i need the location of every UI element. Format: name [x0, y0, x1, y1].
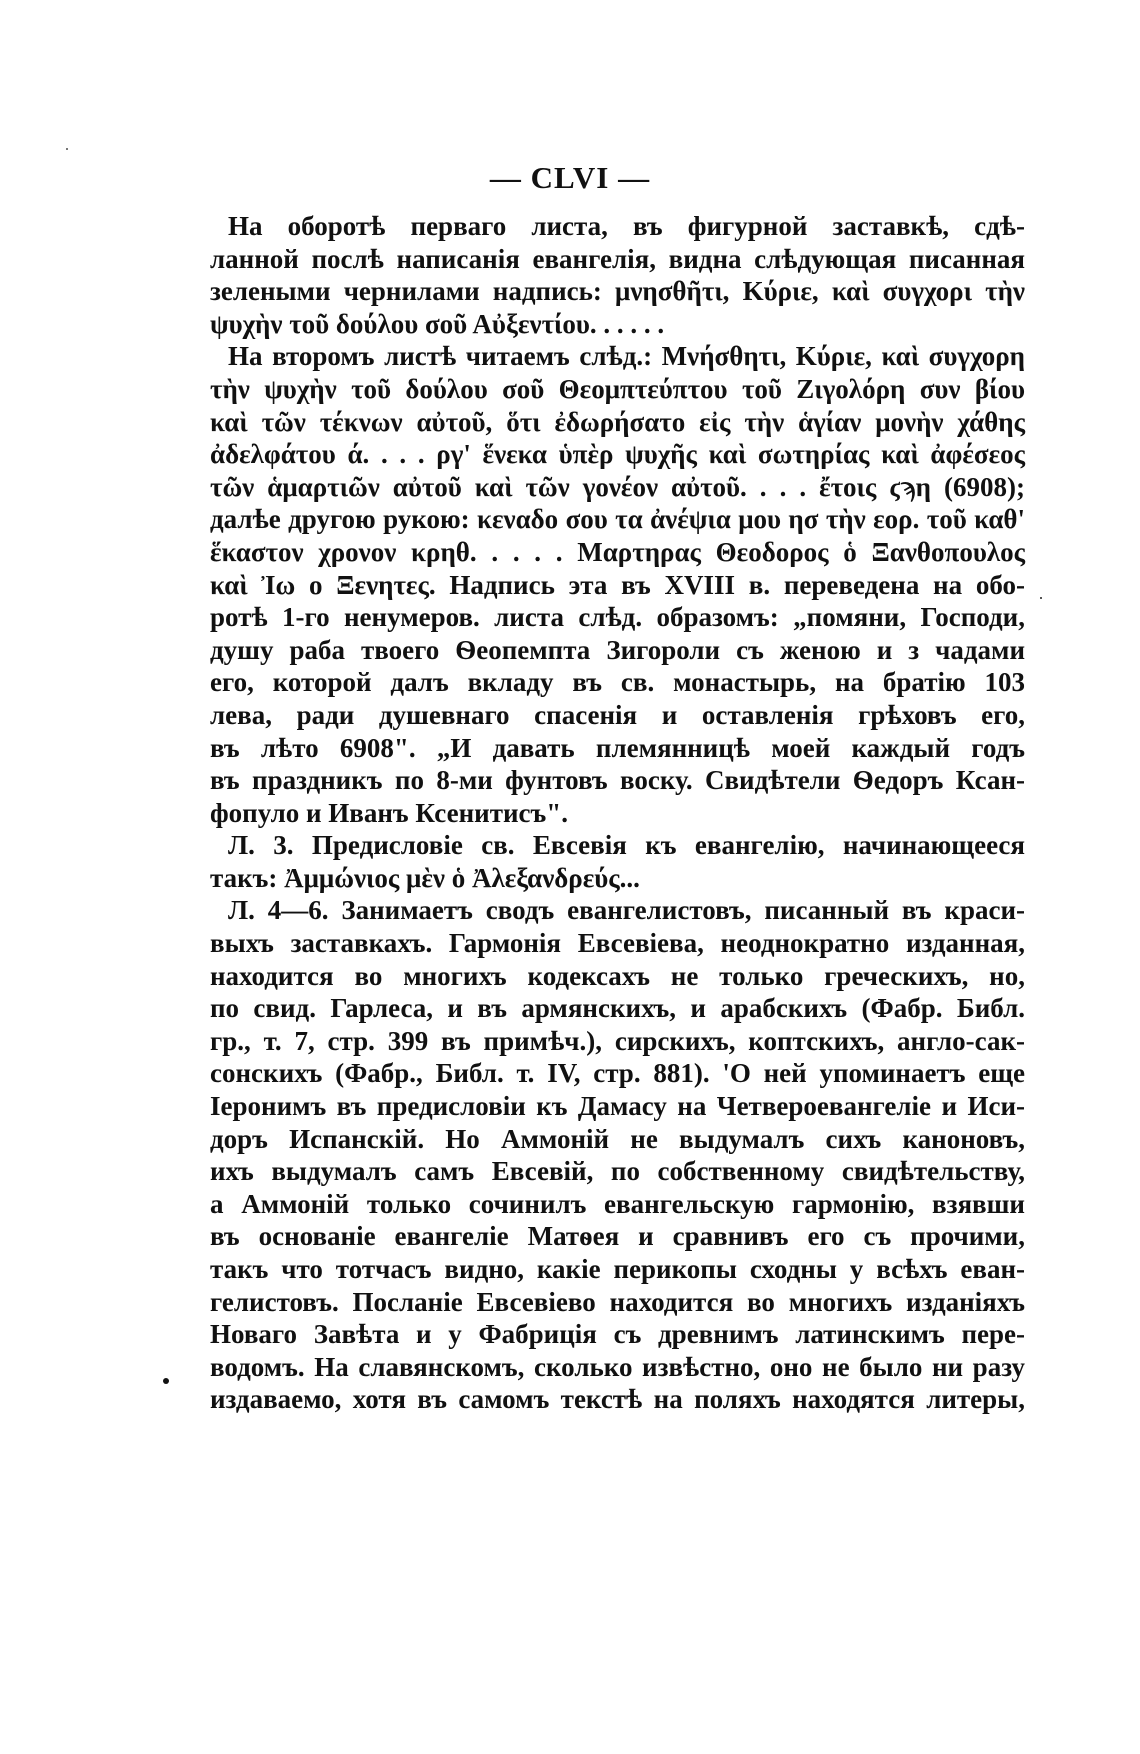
text-line: по свид. Гарлеса, и въ армянскихъ, и арабскихъ (Фабр. Библ.: [210, 993, 1025, 1024]
text-line: такъ что тотчасъ видно, какіе перикопы сходны у всѣхъ еван-: [210, 1254, 1025, 1284]
text-line: ротѣ 1-го ненумеров. листа слѣд. образомъ: „помяни, Господи,: [210, 602, 1025, 633]
text-line: Л. 4—6. Занимаетъ сводъ евангелистовъ, писанный въ краси-: [228, 895, 1025, 926]
text-line: въ праздникъ по 8-ми фунтовъ воску. Свидѣтели Ѳедоръ Ксан-: [210, 765, 1025, 796]
text-line: далѣе другою рукою: κεναδο σου τα ἀνέψια μου ησ τὴν εορ. τοῦ καθ': [210, 504, 1025, 535]
text-line: τὴν ψυχὴν τοῦ δούλου σοῦ Θεομπτεύπτου τοῦ Ζιγολόρη συν βίου: [210, 373, 1025, 404]
text-line: лева, ради душевнаго спасенія и оставленія грѣховъ его,: [210, 699, 1025, 730]
text-line: доръ Испанскій. Но Аммоній не выдумалъ сихъ каноновъ,: [210, 1123, 1025, 1154]
text-line: ἕκαστον χρονον κρηθ. . . . . Μαρτηρας Θεοδορος ὁ Ξανθοπουλος: [210, 536, 1025, 567]
text-line: такъ: Ἀμμώνιος μὲν ὁ Ἀλεξανδρεύς...: [210, 862, 640, 893]
page-number: — CLVI —: [489, 160, 651, 195]
text-line: гр., т. 7, стр. 399 въ примѣч.), сирскихъ, коптскихъ, англо-сак-: [210, 1025, 1025, 1056]
text-line: выхъ заставкахъ. Гармонія Евсевіева, неоднократно изданная,: [210, 928, 1025, 959]
text-line: гелистовъ. Посланіе Евсевіево находится во многихъ изданіяхъ: [210, 1286, 1025, 1317]
text-line: въ основаніе евангеліе Матѳея и сравнивъ его съ прочими,: [210, 1221, 1025, 1252]
text-line: ихъ выдумалъ самъ Евсевій, по собственному свидѣтельству,: [210, 1156, 1025, 1187]
text-line: издаваемо, хотя въ самомъ текстѣ на поляхъ находятся литеры,: [210, 1384, 1025, 1415]
text-line: Л. 3. Предисловіе св. Евсевія къ евангелію, начинающееся: [228, 830, 1025, 861]
text-line: зелеными чернилами надпись: μνησθῆτι, Κύριε, καὶ συγχορι τὴν: [210, 276, 1025, 307]
text-line: ланной послѣ написанія евангелія, видна слѣдующая писанная: [210, 243, 1025, 274]
margin-dot-mark: [163, 1378, 169, 1384]
text-line: душу раба твоего Ѳеопемпта Зигороли съ женою и з чадами: [210, 634, 1025, 665]
text-line: водомъ. На славянскомъ, сколько извѣстно, оно не было ни разу: [210, 1351, 1025, 1382]
body-text: [210, 210, 1025, 1416]
text-line: τῶν ἁμαρτιῶν αὐτοῦ καὶ τῶν γονέον αὐτοῦ. . . . ἔτοις ϛϡη (6908);: [210, 471, 1025, 502]
text-line: Іеронимъ въ предисловіи къ Дамасу на Четвероевангеліе и Иси-: [210, 1091, 1025, 1122]
text-line: καὶ Ἰω ο Ξενητες. Надпись эта въ XVIII в. переведена на обо-: [210, 569, 1025, 600]
text-line: находится во многихъ кодексахъ не только греческихъ, но,: [210, 960, 1025, 991]
text-line: ψυχὴν τοῦ δούλου σοῦ Αὐξεντίου. . . . . .: [210, 308, 665, 339]
print-speck: [66, 148, 68, 150]
text-line: въ лѣто 6908". „И давать племянницѣ моей каждый годъ: [210, 732, 1025, 763]
text-line: его, которой далъ вкладу въ св. монастырь, на братію 103: [210, 667, 1025, 698]
text-line: καὶ τῶν τέκνων αὐτοῦ, ὅτι ἐδωρήσατο εἰς τὴν ἁγίαν μονὴν χάθης: [210, 406, 1025, 437]
text-line: фопуло и Иванъ Ксенитисъ".: [210, 797, 569, 828]
text-line: На оборотѣ перваго листа, въ фигурной заставкѣ, сдѣ-: [228, 211, 1025, 241]
text-line: ἀδελφάτου ά. . . . ργ' ἕνεκα ὑπὲρ ψυχῆς καὶ σωτηρίας καὶ ἀφέσεος: [210, 439, 1025, 470]
text-line: Новаго Завѣта и у Фабриція съ древнимъ латинскимъ пере-: [210, 1319, 1025, 1350]
print-speck: [1040, 597, 1042, 599]
text-line: а Аммоній только сочинилъ евангельскую гармонію, взявши: [210, 1188, 1025, 1219]
text-line: сонскихъ (Фабр., Библ. т. IV, стр. 881). 'О ней упоминаетъ еще: [210, 1058, 1025, 1089]
text-line: На второмъ листѣ читаемъ слѣд.: Μνήσθητι, Κύριε, καὶ συγχορη: [228, 341, 1025, 372]
